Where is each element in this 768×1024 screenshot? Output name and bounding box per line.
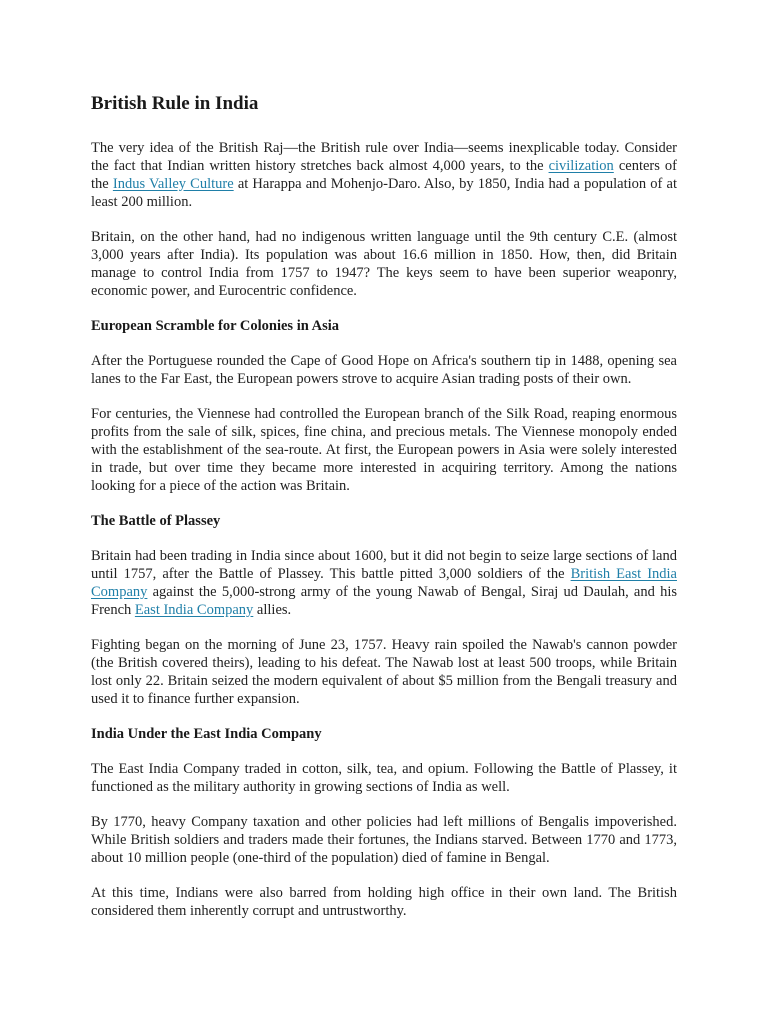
section-heading: India Under the East India Company [91, 725, 322, 742]
body-paragraph [91, 547, 677, 619]
inline-link[interactable]: Indus Valley Culture [112, 175, 234, 192]
text-run: allies. [253, 601, 292, 618]
body-paragraph [91, 884, 677, 920]
inline-link[interactable]: East India Company [134, 601, 254, 618]
text-run: at Harappa and Mohenjo-Daro. Also, by 1850, India had a population of at least 200 million. [91, 175, 677, 210]
text-run: The East India Company traded in cotton, silk, tea, and opium. Following the Battle of Plassey, it functioned as the military authority in growing sections of India as well. [91, 761, 677, 796]
section-heading: The Battle of Plassey [91, 512, 221, 529]
body-paragraph [91, 813, 677, 867]
body-paragraph [91, 139, 677, 211]
text-run: Britain, on the other hand, had no indigenous written language until the 9th century C.E. (almost 3,000 years after India). Its population was about 16.6 million in 1850. How, then, did Britain manage to control India from 1757 to 1947? The keys seem to have been superior weaponry, economic power, and Eurocentric confidence. [91, 228, 677, 299]
inline-link[interactable]: British East India Company [91, 565, 677, 600]
body-paragraph [91, 405, 677, 495]
article-body [91, 139, 677, 920]
text-run: By 1770, heavy Company taxation and other policies had left millions of Bengalis impoverished. While British soldiers and traders made their fortunes, the Indians starved. Between 1770 and 1773, about 10 million people (one-third of the population) died of famine in Bengal. [91, 814, 677, 867]
text-run: At this time, Indians were also barred from holding high office in their own land. The British considered them inherently corrupt and untrustworthy. [91, 885, 677, 920]
body-paragraph [91, 760, 677, 796]
body-paragraph [91, 636, 677, 708]
text-run: Fighting began on the morning of June 23, 1757. Heavy rain spoiled the Nawab's cannon powder (the British covered theirs), leading to his defeat. The Nawab lost at least 500 troops, while Britain lost only 22. Britain seized the modern equivalent of about $5 million from the Bengali treasury and used it to finance further expansion. [91, 636, 677, 707]
text-run: centers of the [91, 157, 677, 192]
body-paragraph [91, 228, 677, 300]
section-heading: European Scramble for Colonies in Asia [91, 317, 340, 334]
text-run: Britain had been trading in India since about 1600, but it did not begin to seize large sections of land until 1757, after the Battle of Plassey. This battle pitted 3,000 soldiers of the [91, 547, 677, 582]
page-title: British Rule in India [91, 93, 259, 114]
body-paragraph [91, 352, 677, 388]
text-run: The very idea of the British Raj—the British rule over India—seems inexplicable today. Consider the fact that Indian written history stretches back almost 4,000 years, to the [91, 139, 677, 174]
text-run: After the Portuguese rounded the Cape of Good Hope on Africa's southern tip in 1488, opening sea lanes to the Far East, the European powers strove to acquire Asian trading posts of their own. [91, 352, 677, 387]
text-run: against the 5,000-strong army of the young Nawab of Bengal, Siraj ud Daulah, and his French [91, 583, 677, 618]
text-run: For centuries, the Viennese had controlled the European branch of the Silk Road, reaping enormous profits from the sale of silk, spices, fine china, and precious metals. The Viennese monopoly ended with the establishment of the sea-route. At first, the European powers in Asia were solely interested in trade, but over time they became more interested in acquiring territory. Among the nations looking for a piece of the action was Britain. [91, 405, 677, 494]
inline-link[interactable]: civilization [548, 157, 614, 174]
